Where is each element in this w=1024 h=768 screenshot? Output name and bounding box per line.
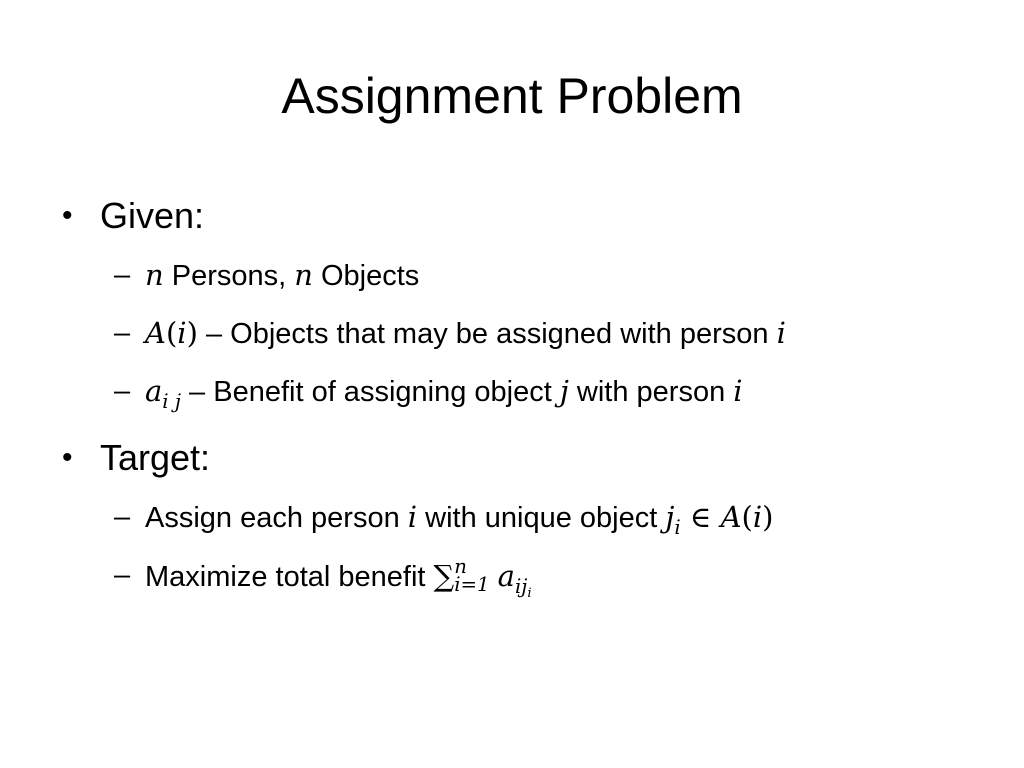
- math-paren: ): [762, 500, 774, 534]
- math-var: a: [497, 558, 515, 593]
- math-var: i: [177, 316, 187, 350]
- math-var: n: [145, 258, 164, 292]
- sum-symbol: ∑: [433, 558, 455, 593]
- target-item-maximize: [145, 555, 532, 611]
- given-item-persons-objects: [145, 258, 419, 293]
- item-text: – Benefit of assigning object: [180, 376, 560, 408]
- math-subscript-j: j: [521, 574, 528, 598]
- math-element-of: ∈: [680, 500, 721, 534]
- math-var: a: [145, 374, 163, 408]
- math-var: j: [665, 500, 675, 534]
- math-subscript: [514, 574, 532, 601]
- target-label: Target:: [100, 437, 211, 478]
- given-label: Given:: [100, 195, 205, 236]
- target-item-assign: [145, 500, 773, 545]
- item-text: Persons,: [163, 260, 295, 292]
- math-paren: (: [741, 500, 753, 534]
- sum-limits: [454, 555, 490, 596]
- sum-lower-limit: i=1: [454, 572, 490, 596]
- item-text: with unique object: [417, 502, 666, 534]
- item-text: Objects: [312, 260, 420, 292]
- bullet-icon: •: [62, 441, 73, 474]
- math-paren: (: [165, 316, 178, 350]
- math-var: j: [559, 374, 569, 408]
- dash-icon: –: [114, 259, 131, 291]
- slide-title: Assignment Problem: [281, 68, 743, 124]
- math-var: i: [733, 374, 743, 408]
- math-subscript-i: i: [514, 574, 522, 598]
- sum-upper-limit: n: [454, 555, 467, 578]
- dash-icon: –: [114, 375, 131, 407]
- math-subscript: i: [674, 515, 681, 539]
- math-subscript: i j: [162, 389, 181, 413]
- math-var: i: [752, 500, 763, 534]
- bullet-icon: •: [62, 199, 73, 232]
- math-var: i: [407, 500, 418, 534]
- dash-icon: –: [114, 501, 131, 533]
- dash-icon: –: [114, 317, 131, 349]
- math-var: A: [145, 316, 166, 350]
- math-subscript-sub: i: [527, 585, 532, 601]
- item-text: with person: [568, 376, 734, 408]
- math-var: A: [720, 500, 742, 534]
- given-item-benefit: [145, 374, 743, 419]
- math-paren: ): [186, 316, 198, 350]
- item-text: – Objects that may be assigned with person: [197, 318, 777, 350]
- math-var: i: [776, 316, 786, 350]
- item-text: Maximize total benefit: [145, 560, 434, 593]
- dash-icon: –: [114, 559, 131, 591]
- math-var: n: [294, 258, 313, 292]
- given-item-assignable-objects: [145, 316, 786, 351]
- item-text: Assign each person: [145, 502, 408, 534]
